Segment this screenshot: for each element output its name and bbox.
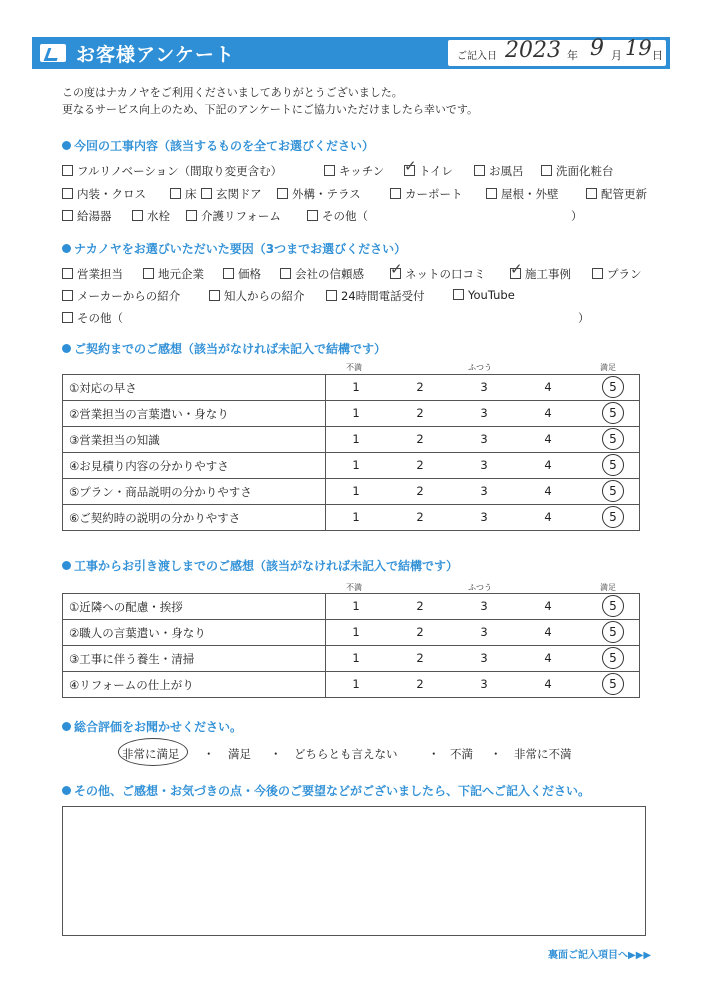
rating-option-selected[interactable]: 5 bbox=[602, 454, 624, 476]
checkbox-checked-icon[interactable] bbox=[390, 268, 401, 279]
comments-textarea[interactable] bbox=[62, 806, 646, 936]
rating-option[interactable]: 4 bbox=[544, 458, 552, 472]
q1-option[interactable] bbox=[307, 208, 368, 224]
q2-option[interactable] bbox=[209, 288, 305, 304]
option-label: プラン bbox=[607, 267, 642, 281]
q2-option[interactable] bbox=[592, 266, 642, 282]
option-label: 内装・クロス bbox=[77, 187, 146, 201]
scale-label-high: 満足 bbox=[600, 583, 616, 592]
date-month-value[interactable]: 9 bbox=[590, 36, 604, 61]
rating-scale bbox=[326, 620, 640, 646]
q1-option bbox=[571, 208, 583, 224]
option-label: メーカーからの紹介 bbox=[77, 289, 181, 303]
checkbox-icon[interactable] bbox=[62, 268, 73, 279]
q2-option[interactable] bbox=[280, 266, 364, 282]
table-row bbox=[63, 505, 640, 531]
rating-option[interactable]: 2 bbox=[416, 510, 424, 524]
rating-scale bbox=[326, 672, 640, 698]
q1-option[interactable] bbox=[62, 186, 146, 202]
checkbox-checked-icon[interactable] bbox=[510, 268, 521, 279]
option-label: 給湯器 bbox=[77, 209, 112, 223]
rating-option-selected[interactable]: 5 bbox=[602, 647, 624, 669]
q1-option[interactable] bbox=[404, 163, 453, 179]
overall-option[interactable]: 満足 bbox=[228, 747, 251, 761]
rating-option[interactable]: 4 bbox=[544, 677, 552, 691]
rating-option-selected[interactable]: 5 bbox=[602, 595, 624, 617]
scale-label-mid: ふつう bbox=[468, 363, 492, 372]
rating-option[interactable]: 1 bbox=[352, 406, 360, 420]
q4-rating-table bbox=[62, 593, 640, 698]
rating-option[interactable]: 3 bbox=[480, 406, 488, 420]
date-month-unit: 月 bbox=[611, 49, 622, 62]
rating-scale bbox=[326, 479, 640, 505]
scale-label-low: 不満 bbox=[346, 363, 362, 372]
rating-option[interactable]: 2 bbox=[416, 625, 424, 639]
table-row bbox=[63, 646, 640, 672]
rating-option-selected[interactable]: 5 bbox=[602, 506, 624, 528]
date-label: ご記入日 bbox=[457, 51, 497, 62]
checkbox-icon[interactable] bbox=[143, 268, 154, 279]
q1-option[interactable] bbox=[541, 163, 614, 179]
rating-option[interactable]: 3 bbox=[480, 380, 488, 394]
checkbox-icon[interactable] bbox=[280, 268, 291, 279]
rating-item-label: ②職人の言葉遣い・身なり bbox=[63, 620, 326, 646]
q2-option[interactable] bbox=[326, 288, 425, 304]
rating-option-selected[interactable]: 5 bbox=[602, 480, 624, 502]
q2-option[interactable] bbox=[390, 266, 486, 282]
rating-option[interactable]: 4 bbox=[544, 432, 552, 446]
table-row bbox=[63, 453, 640, 479]
rating-item-label: ①近隣への配慮・挨拶 bbox=[63, 594, 326, 620]
rating-scale bbox=[326, 427, 640, 453]
rating-option[interactable]: 1 bbox=[352, 677, 360, 691]
q1-option[interactable] bbox=[201, 186, 262, 202]
q2-option[interactable] bbox=[62, 288, 180, 304]
scale-label-mid: ふつう bbox=[468, 583, 492, 592]
rating-option[interactable]: 2 bbox=[416, 677, 424, 691]
rating-option[interactable]: 2 bbox=[416, 432, 424, 446]
table-row bbox=[63, 427, 640, 453]
q1-option[interactable] bbox=[474, 163, 524, 179]
rating-option[interactable]: 2 bbox=[416, 406, 424, 420]
rating-option-selected[interactable]: 5 bbox=[602, 621, 624, 643]
rating-option[interactable]: 3 bbox=[480, 625, 488, 639]
checkbox-icon[interactable] bbox=[474, 165, 485, 176]
q1-title bbox=[62, 137, 374, 154]
rating-option[interactable]: 1 bbox=[352, 484, 360, 498]
survey-title: お客様アンケート bbox=[76, 44, 235, 66]
bullet-icon bbox=[62, 244, 71, 253]
option-label: お風呂 bbox=[489, 164, 524, 178]
intro-line-1: この度はナカノヤをご利用くださいましてありがとうございました。 bbox=[62, 86, 403, 99]
rating-option[interactable]: 4 bbox=[544, 599, 552, 613]
company-logo-icon bbox=[40, 44, 66, 62]
table-row bbox=[63, 401, 640, 427]
bullet-icon bbox=[62, 561, 71, 570]
bullet-icon bbox=[62, 344, 71, 353]
rating-scale bbox=[326, 646, 640, 672]
scale-label-low: 不満 bbox=[346, 583, 362, 592]
bullet-icon bbox=[62, 141, 71, 150]
date-year-value[interactable]: 2023 bbox=[505, 38, 561, 63]
rating-item-label: ⑤プラン・商品説明の分かりやすさ bbox=[63, 479, 326, 505]
table-row bbox=[63, 594, 640, 620]
checkbox-icon[interactable] bbox=[62, 312, 73, 323]
rating-item-label: ⑥ご契約時の説明の分かりやすさ bbox=[63, 505, 326, 531]
rating-option[interactable]: 4 bbox=[544, 625, 552, 639]
option-label: その他（ bbox=[77, 311, 123, 325]
q1-option[interactable] bbox=[62, 163, 282, 179]
checkbox-icon[interactable] bbox=[201, 188, 212, 199]
rating-option[interactable]: 3 bbox=[480, 677, 488, 691]
rating-option-selected[interactable]: 5 bbox=[602, 402, 624, 424]
q2-option[interactable] bbox=[453, 288, 515, 302]
rating-option[interactable]: 4 bbox=[544, 651, 552, 665]
q5-title-text: 総合評価をお聞かせください。 bbox=[74, 720, 243, 734]
rating-scale bbox=[326, 375, 640, 401]
q2-option[interactable] bbox=[510, 266, 571, 282]
checkbox-icon[interactable] bbox=[186, 210, 197, 221]
option-label: 玄関ドア bbox=[216, 187, 262, 201]
rating-option[interactable]: 4 bbox=[544, 380, 552, 394]
checkbox-icon[interactable] bbox=[586, 188, 597, 199]
option-label: 知人からの紹介 bbox=[224, 289, 305, 303]
rating-option[interactable]: 1 bbox=[352, 458, 360, 472]
rating-option[interactable]: 4 bbox=[544, 510, 552, 524]
option-label: 水栓 bbox=[147, 209, 170, 223]
q3-rating-table bbox=[62, 374, 640, 531]
checkbox-icon[interactable] bbox=[326, 290, 337, 301]
intro-line-2: 更なるサービス向上のため、下記のアンケートにご協力いただけましたら幸いです。 bbox=[62, 103, 479, 116]
rating-scale bbox=[326, 453, 640, 479]
checkbox-icon[interactable] bbox=[62, 165, 73, 176]
q6-title bbox=[62, 782, 590, 799]
rating-option[interactable]: 1 bbox=[352, 625, 360, 639]
checkbox-icon[interactable] bbox=[486, 188, 497, 199]
overall-option[interactable]: 非常に満足 bbox=[122, 747, 180, 761]
option-label: ） bbox=[578, 311, 590, 325]
q3-title bbox=[62, 340, 386, 357]
rating-option[interactable]: 3 bbox=[480, 432, 488, 446]
rating-option[interactable]: 3 bbox=[480, 599, 488, 613]
option-label: 施工事例 bbox=[525, 267, 571, 281]
option-label: フルリノベーション（間取り変更含む） bbox=[77, 164, 283, 178]
q1-option[interactable] bbox=[132, 208, 170, 224]
q2-option[interactable] bbox=[62, 310, 123, 326]
rating-item-label: ①対応の早さ bbox=[63, 375, 326, 401]
checkbox-icon[interactable] bbox=[453, 289, 464, 300]
q1-option[interactable] bbox=[324, 163, 384, 179]
separator: ・ bbox=[428, 747, 440, 761]
checkbox-icon[interactable] bbox=[307, 210, 318, 221]
rating-scale bbox=[326, 594, 640, 620]
rating-scale bbox=[326, 505, 640, 531]
date-day-unit: 日 bbox=[652, 49, 663, 62]
option-label: その他（ bbox=[322, 209, 368, 223]
rating-option[interactable]: 2 bbox=[416, 458, 424, 472]
rating-option[interactable]: 1 bbox=[352, 510, 360, 524]
rating-option[interactable]: 3 bbox=[480, 458, 488, 472]
option-label: キッチン bbox=[339, 164, 385, 178]
bullet-icon bbox=[62, 722, 71, 731]
table-row bbox=[63, 672, 640, 698]
separator: ・ bbox=[270, 747, 282, 761]
q2-option[interactable] bbox=[143, 266, 204, 282]
rating-option[interactable]: 2 bbox=[416, 484, 424, 498]
option-label: 洗面化粧台 bbox=[556, 164, 614, 178]
scale-label-high: 満足 bbox=[600, 363, 616, 372]
rating-option[interactable]: 1 bbox=[352, 599, 360, 613]
separator: ・ bbox=[490, 747, 502, 761]
checkbox-icon[interactable] bbox=[209, 290, 220, 301]
rating-option[interactable]: 1 bbox=[352, 432, 360, 446]
rating-option[interactable]: 4 bbox=[544, 484, 552, 498]
table-row bbox=[63, 620, 640, 646]
rating-item-label: ②営業担当の言葉遣い・身なり bbox=[63, 401, 326, 427]
option-label: カーポート bbox=[405, 187, 463, 201]
q6-title-text: その他、ご感想・お気づきの点・今後のご要望などがございましたら、下記へご記入ください。 bbox=[74, 784, 591, 798]
overall-option[interactable]: どちらとも言えない bbox=[294, 747, 398, 761]
table-row bbox=[63, 479, 640, 505]
rating-item-label: ④リフォームの仕上がり bbox=[63, 672, 326, 698]
checkbox-icon[interactable] bbox=[390, 188, 401, 199]
q1-option[interactable] bbox=[186, 208, 281, 224]
date-day-value[interactable]: 19 bbox=[625, 36, 652, 60]
option-label: ） bbox=[571, 209, 583, 223]
q4-title bbox=[62, 557, 458, 574]
q1-option[interactable] bbox=[62, 208, 112, 224]
option-label: 会社の信頼感 bbox=[295, 267, 364, 281]
checkbox-icon[interactable] bbox=[62, 210, 73, 221]
rating-item-label: ③工事に伴う養生・清掃 bbox=[63, 646, 326, 672]
option-label: 24時間電話受付 bbox=[341, 289, 425, 303]
q5-title bbox=[62, 718, 242, 735]
rating-option[interactable]: 3 bbox=[480, 510, 488, 524]
separator: ・ bbox=[203, 747, 215, 761]
rating-option[interactable]: 2 bbox=[416, 380, 424, 394]
option-label: 価格 bbox=[238, 267, 261, 281]
rating-option[interactable]: 4 bbox=[544, 406, 552, 420]
q1-title-text: 今回の工事内容（該当するものを全てお選びください） bbox=[74, 139, 375, 153]
q2-title-text: ナカノヤをお選びいただいた要因（3つまでお選びください） bbox=[74, 242, 407, 256]
checkbox-icon[interactable] bbox=[132, 210, 143, 221]
rating-option[interactable]: 3 bbox=[480, 651, 488, 665]
q4-title-text: 工事からお引き渡しまでのご感想（該当がなければ未記入で結構です） bbox=[74, 559, 459, 573]
overall-option[interactable]: 不満 bbox=[450, 747, 473, 761]
rating-option[interactable]: 2 bbox=[416, 599, 424, 613]
q2-option bbox=[578, 310, 590, 326]
option-label: YouTube bbox=[468, 288, 515, 302]
option-label: 介護リフォーム bbox=[201, 209, 281, 223]
rating-option[interactable]: 1 bbox=[352, 380, 360, 394]
rating-option-selected[interactable]: 5 bbox=[602, 428, 624, 450]
option-label: 配管更新 bbox=[601, 187, 647, 201]
rating-option[interactable]: 3 bbox=[480, 484, 488, 498]
next-page-link[interactable]: 裏面ご記入項目へ▶▶▶ bbox=[548, 950, 652, 961]
rating-option[interactable]: 2 bbox=[416, 651, 424, 665]
rating-option-selected[interactable]: 5 bbox=[602, 673, 624, 695]
checkbox-icon[interactable] bbox=[62, 188, 73, 199]
date-year-unit: 年 bbox=[567, 49, 578, 62]
checkbox-icon[interactable] bbox=[170, 188, 181, 199]
option-label: 床 bbox=[185, 187, 197, 201]
q2-option[interactable] bbox=[223, 266, 261, 282]
checkbox-icon[interactable] bbox=[324, 165, 335, 176]
checkbox-icon[interactable] bbox=[223, 268, 234, 279]
checkbox-icon[interactable] bbox=[277, 188, 288, 199]
checkbox-icon[interactable] bbox=[592, 268, 603, 279]
option-label: ネットの口コミ bbox=[405, 267, 486, 281]
q1-option[interactable] bbox=[170, 186, 197, 202]
q3-title-text: ご契約までのご感想（該当がなければ未記入で結構です） bbox=[74, 342, 387, 356]
rating-scale bbox=[326, 401, 640, 427]
q1-option[interactable] bbox=[277, 186, 361, 202]
rating-option-selected[interactable]: 5 bbox=[602, 376, 624, 398]
rating-item-label: ③営業担当の知識 bbox=[63, 427, 326, 453]
rating-item-label: ④お見積り内容の分かりやすさ bbox=[63, 453, 326, 479]
checkbox-icon[interactable] bbox=[62, 290, 73, 301]
option-label: 屋根・外壁 bbox=[501, 187, 559, 201]
checkbox-checked-icon[interactable] bbox=[404, 165, 415, 176]
rating-option[interactable]: 1 bbox=[352, 651, 360, 665]
q2-option[interactable] bbox=[62, 266, 123, 282]
q2-title bbox=[62, 240, 406, 257]
option-label: 外構・テラス bbox=[292, 187, 361, 201]
q1-option[interactable] bbox=[390, 186, 463, 202]
option-label: 営業担当 bbox=[77, 267, 123, 281]
overall-option[interactable]: 非常に不満 bbox=[514, 747, 572, 761]
checkbox-icon[interactable] bbox=[541, 165, 552, 176]
table-row bbox=[63, 375, 640, 401]
option-label: トイレ bbox=[419, 164, 453, 178]
q1-option[interactable] bbox=[486, 186, 559, 202]
bullet-icon bbox=[62, 786, 71, 795]
q1-option[interactable] bbox=[586, 186, 647, 202]
option-label: 地元企業 bbox=[158, 267, 204, 281]
